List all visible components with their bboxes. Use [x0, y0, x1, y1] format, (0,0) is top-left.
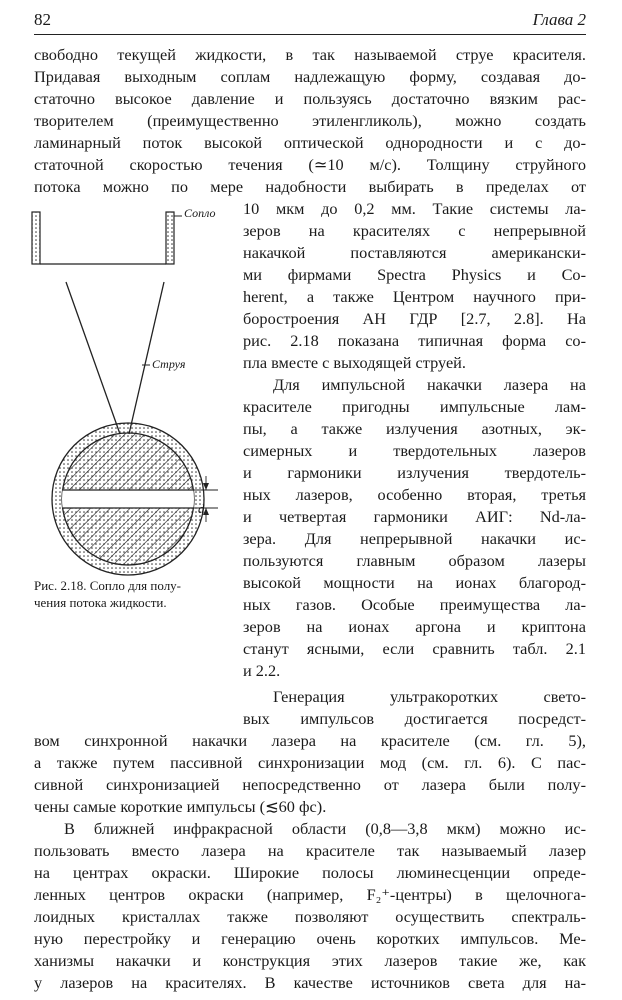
- text-line: ных лазеров, особенно вторая, третья: [243, 485, 586, 504]
- text-line: пы, а также излучения азотных, эк-: [243, 419, 586, 438]
- figure-caption: Рис. 2.18. Сопло для полу-: [34, 578, 182, 593]
- text-line: лоидных кристаллах также позволяют осуществить спектраль-: [34, 907, 586, 926]
- text-line: и гармоники излучения твердотель-: [243, 463, 586, 482]
- chapter-title: Глава 2: [532, 10, 586, 29]
- text-line: симерных и твердотельных лазеров: [243, 441, 586, 460]
- text-line: красителе пригодны импульсные лам-: [243, 397, 586, 416]
- text-line: ханизмы накачки и конструкция этих лазеров такие же, как: [34, 951, 586, 970]
- text-line: на центрах окраски. Широкие полосы люминесценции опреде-: [34, 863, 586, 882]
- label-nozzle: Сопло: [184, 206, 216, 220]
- text-line: 10 мкм до 0,2 мм. Такие системы ла-: [243, 199, 586, 218]
- text-line: Генерация ультракоротких свето-: [273, 687, 586, 706]
- text-line: высокой мощности на ионах благород-: [243, 573, 586, 592]
- text-line: и 2.2.: [243, 661, 281, 680]
- text-line: а также путем пассивной синхронизации мод (см. гл. 6). С пас-: [34, 753, 586, 772]
- text-line: зера. Для непрерывной накачки ис-: [243, 529, 586, 548]
- text-line: В ближней инфракрасной области (0,8—3,8 мкм) можно ис-: [64, 819, 586, 838]
- text-line: ленных центров окраски (например, F₂⁺-центры) в щелочнога-: [34, 885, 586, 904]
- text-line: боростроения АН ГДР [2.7, 2.8]. На: [243, 309, 586, 328]
- text-line: потока можно по мере надобности выбирать в пределах от: [34, 177, 586, 196]
- nozzle-wall-left: [32, 212, 40, 264]
- text-line: сивной синхронизацией непосредственно от лазера были полу-: [34, 775, 586, 794]
- text-line: накачкой поставляются американски-: [243, 243, 586, 262]
- text-line: станут ясными, если сравнить табл. 2.1: [243, 639, 586, 658]
- text-line: ми фирмами Spectra Physics и Co-: [243, 265, 586, 284]
- text-line: ную перестройку и генерацию очень коротких импульсов. Ме-: [34, 929, 586, 948]
- text-line: ламинарный поток высокой оптической однородности и с до-: [34, 133, 586, 152]
- text-line: у лазеров на красителях. В качестве источников света для на-: [34, 973, 586, 992]
- nozzle-figure: [30, 202, 240, 577]
- figure-caption: чения потока жидкости.: [34, 595, 167, 610]
- text-line: зеров на ионах аргона и криптона: [243, 617, 586, 636]
- text-line: вых импульсов достигается посредст-: [243, 709, 586, 728]
- text-line: чены самые короткие импульсы (≲60 фс).: [34, 797, 327, 816]
- jet-line-left: [66, 282, 120, 434]
- label-d: d: [198, 501, 205, 516]
- text-line: herent, а также Центром научного при-: [243, 287, 586, 306]
- text-line: зеров на красителях с непрерывной: [243, 221, 586, 240]
- text-line: Для импульсной накачки лазера на: [273, 375, 586, 394]
- label-jet: Струя: [152, 357, 186, 371]
- text-line: пла вместе с выходящей струей.: [243, 353, 466, 372]
- text-line: пользуются главным образом лазеры: [243, 551, 586, 570]
- text-line: рис. 2.18 показана типичная форма со-: [243, 331, 586, 350]
- text-line: свободно текущей жидкости, в так называемой струе красителя.: [34, 45, 586, 64]
- text-line: пользовать вместо лазера на красителе так называемый лазер: [34, 841, 586, 860]
- nozzle-wall-right: [166, 212, 174, 264]
- jet-cross-section: [50, 490, 210, 508]
- text-line: Придавая выходным соплам надлежащую форму, создавая до-: [34, 67, 586, 86]
- page-number: 82: [34, 10, 51, 29]
- text-line: статочной скоростью течения (≃10 м/с). Толщину струйного: [34, 155, 586, 174]
- text-line: статочно высокое давление и пользуясь достаточно вязким рас-: [34, 89, 586, 108]
- text-line: ных газов. Особые преимущества ла-: [243, 595, 586, 614]
- text-line: и четвертая гармоники АИГ: Nd-ла-: [243, 507, 586, 526]
- text-line: творителем (преимущественно этиленгликоль), можно создать: [34, 111, 586, 130]
- header-rule: [34, 34, 586, 35]
- text-line: вом синхронной накачки лазера на красителе (см. гл. 5),: [34, 731, 586, 750]
